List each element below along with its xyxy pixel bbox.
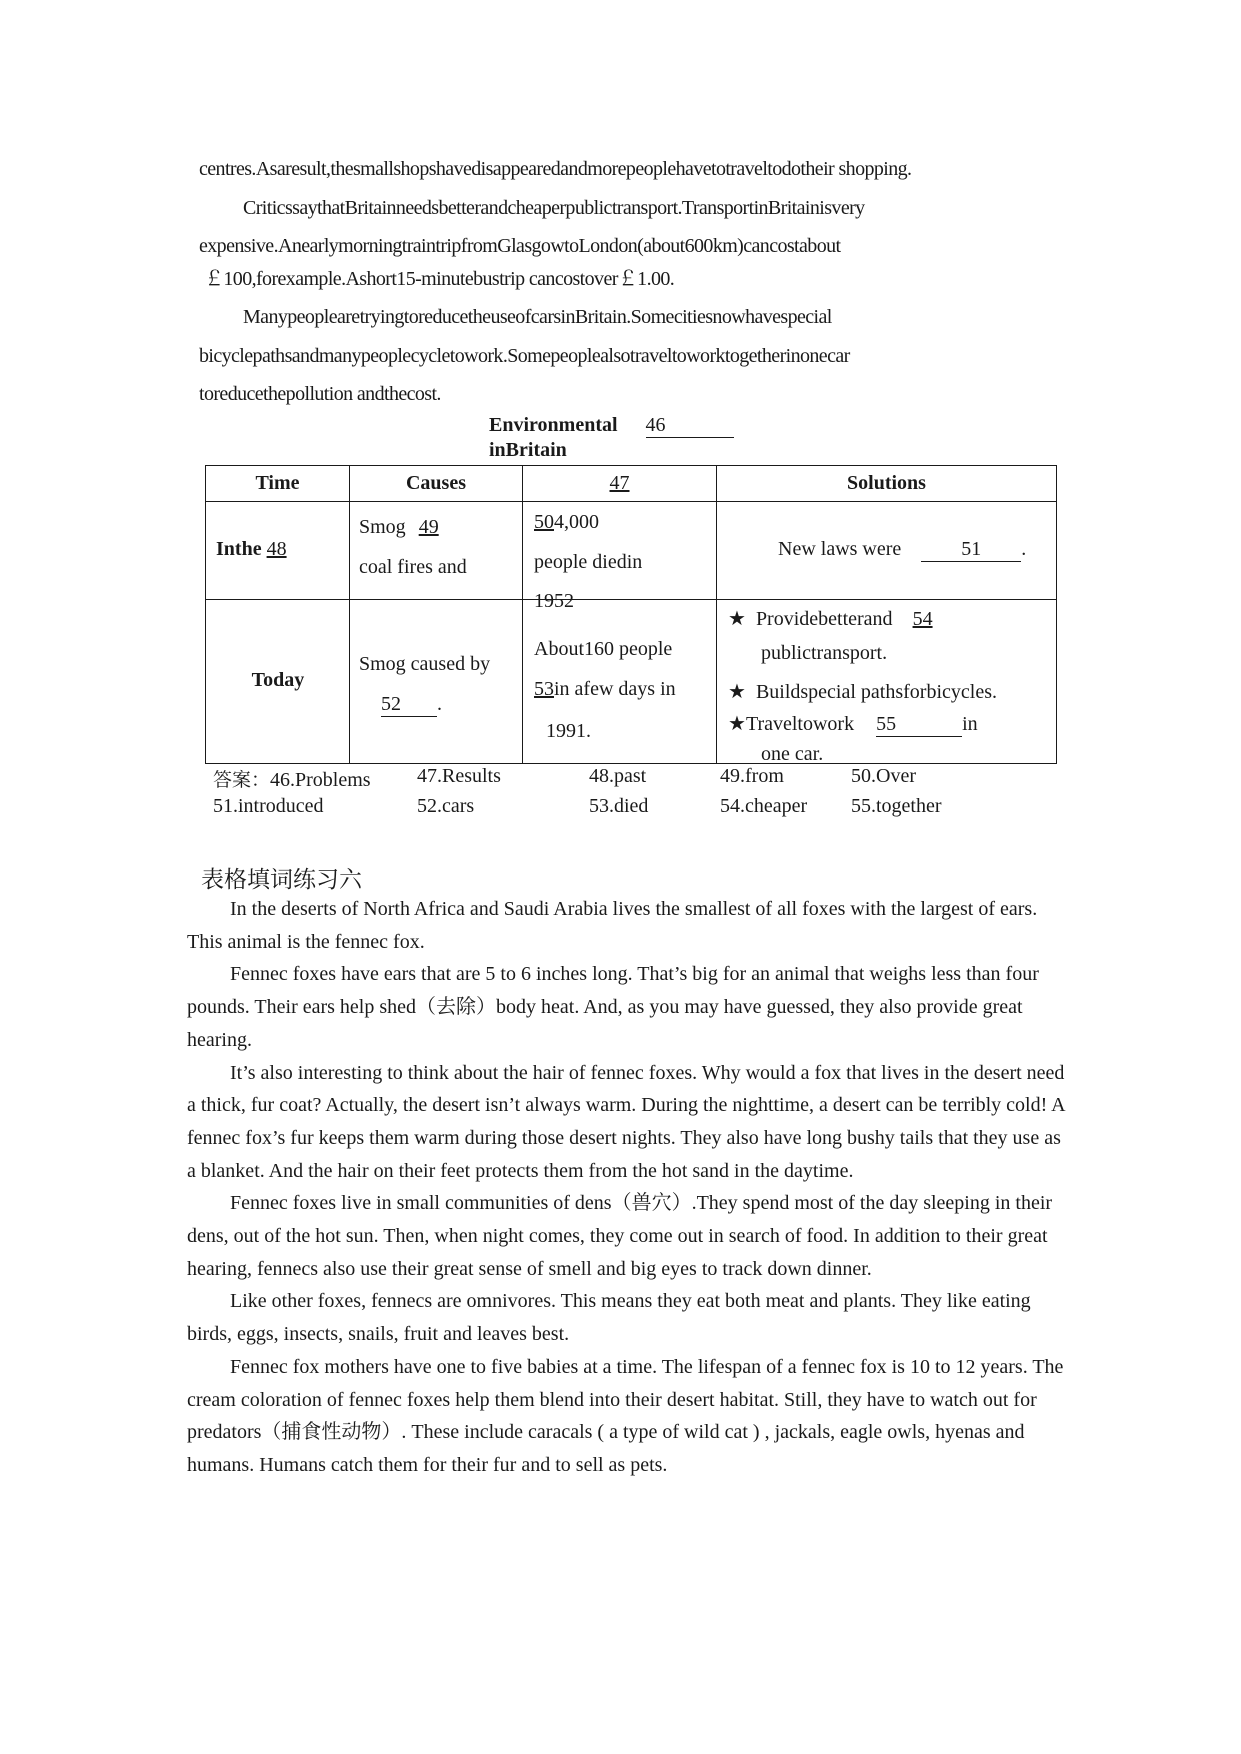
cell-result-today: About160 people 53in afew days in 1991. [523, 600, 717, 764]
environment-table [205, 465, 1057, 764]
passage-line: CriticssaythatBritainneedsbetterandcheaperpublictransport.TransportinBritainisvery [243, 197, 865, 219]
answer-55: 55.together [851, 795, 942, 817]
cell-cause-today: Smog caused by 52 . [350, 600, 523, 764]
passage-line: ￡100,forexample.Ashort15-minutebustrip cancostover￡1.00. [204, 268, 675, 290]
cell-time-past: Inthe 48 [206, 502, 350, 600]
passage-line: centres.Asaresult,thesmallshopshavedisappearedandmorepeoplehavetotraveltodotheir shopping. [199, 158, 912, 180]
answer-53: 53.died [589, 795, 649, 817]
table-title-line2: inBritain [489, 439, 567, 461]
table-title-text: Environmental [489, 414, 618, 436]
cell-solution-past: New laws were 51 . [717, 502, 1057, 600]
cell-cause-past: Smog 49 coal fires and [350, 502, 523, 600]
star-icon: ★ [728, 713, 746, 735]
table-row [206, 502, 1057, 600]
answer-48: 48.past [589, 765, 647, 787]
blank-52: 52 [381, 693, 437, 717]
star-icon: ★ [728, 681, 746, 703]
passage-line: toreducethepollution andthecost. [199, 383, 441, 405]
cell-time-today: Today [206, 600, 350, 764]
blank-54: 54 [912, 608, 933, 630]
table-title [489, 414, 734, 438]
answer-47: 47.Results [417, 765, 501, 787]
blank-46: 46 [646, 414, 734, 438]
blank-49: 49 [418, 516, 439, 538]
paragraph: Fennec fox mothers have one to five babies at a time. The lifespan of a fennec fox is 10 to 12 years. The cream coloration of fennec foxes help them blend into their desert habitat. Still, they have to watch out for predators（捕食性动物）. These include caracals ( a type of wild cat ) , jackals, eagle owls, hyenas and humans. Humans catch them for their fur and to sell as pets. [187, 1355, 1064, 1476]
answer-51: 51.introduced [213, 795, 324, 817]
table-row [206, 600, 1057, 764]
blank-48: 48 [266, 538, 287, 560]
header-time: Time [206, 466, 350, 502]
blank-55: 55 [876, 713, 962, 737]
paragraph: It’s also interesting to think about the hair of fennec foxes. Why would a fox that lives in the desert need a thick, fur coat? Actually, the desert isn’t always warm. During the nighttime, a desert can be terribly cold! A fennec fox’s fur keeps them warm during those desert nights. They also have long bushy tails that they use as a blanket. And the hair on their feet protects them from the hot sand in the daytime. [187, 1061, 1065, 1182]
passage-line: bicyclepathsandmanypeoplecycletowork.Somepeoplealsotraveltoworktogetherinonecar [199, 345, 850, 367]
blank-53: 53 [534, 678, 554, 700]
table-header-row [206, 466, 1057, 502]
cell-solution-today: ★ Providebetterand 54 publictransport. ★ Buildspecial pathsforbicycles. ★Traveltowork 55 in one car. [717, 600, 1057, 764]
answer-50: 50.Over [851, 765, 916, 787]
blank-51: 51 [921, 538, 1021, 562]
paragraph: In the deserts of North Africa and Saudi Arabia lives the smallest of all foxes with the largest of ears. This animal is the fennec fox. [187, 898, 1038, 953]
cell-result-past: 504,000 people diedin 1952 [523, 502, 717, 600]
passage-line: expensive.AnearlymorningtraintripfromGlasgowtoLondon(about600km)cancostabout [199, 235, 841, 257]
answer-49: 49.from [720, 765, 784, 787]
blank-50: 50 [534, 511, 554, 533]
answer-52: 52.cars [417, 795, 475, 817]
paragraph: Like other foxes, fennecs are omnivores. This means they eat both meat and plants. They like eating birds, eggs, insects, snails, fruit and leaves best. [187, 1290, 1031, 1346]
answers-label: 答案：46.Problems [213, 769, 371, 791]
paragraph: Fennec foxes live in small communities of dens（兽穴）.They spend most of the day sleeping in their dens, out of the hot sun. Then, when night comes, they come out in search of food. In addition to their great hearing, fennecs also use their great sense of smell and big eyes to track down dinner. [187, 1192, 1053, 1280]
header-blank-47: 47 [523, 466, 717, 502]
passage-line: ManypeoplearetryingtoreducetheuseofcarsinBritain.Somecitiesnowhavespecial [243, 306, 832, 328]
exercise-heading: 表格填词练习六 [201, 867, 362, 893]
header-causes: Causes [350, 466, 523, 502]
paragraph: Fennec foxes have ears that are 5 to 6 inches long. That’s big for an animal that weighs less than four pounds. Their ears help shed（去除）body heat. And, as you may have guessed, they also provide great hearing. [187, 963, 1039, 1051]
header-solutions: Solutions [717, 466, 1057, 502]
exercise-passage [187, 893, 1067, 1482]
star-icon: ★ [728, 608, 746, 630]
answer-54: 54.cheaper [720, 795, 808, 817]
